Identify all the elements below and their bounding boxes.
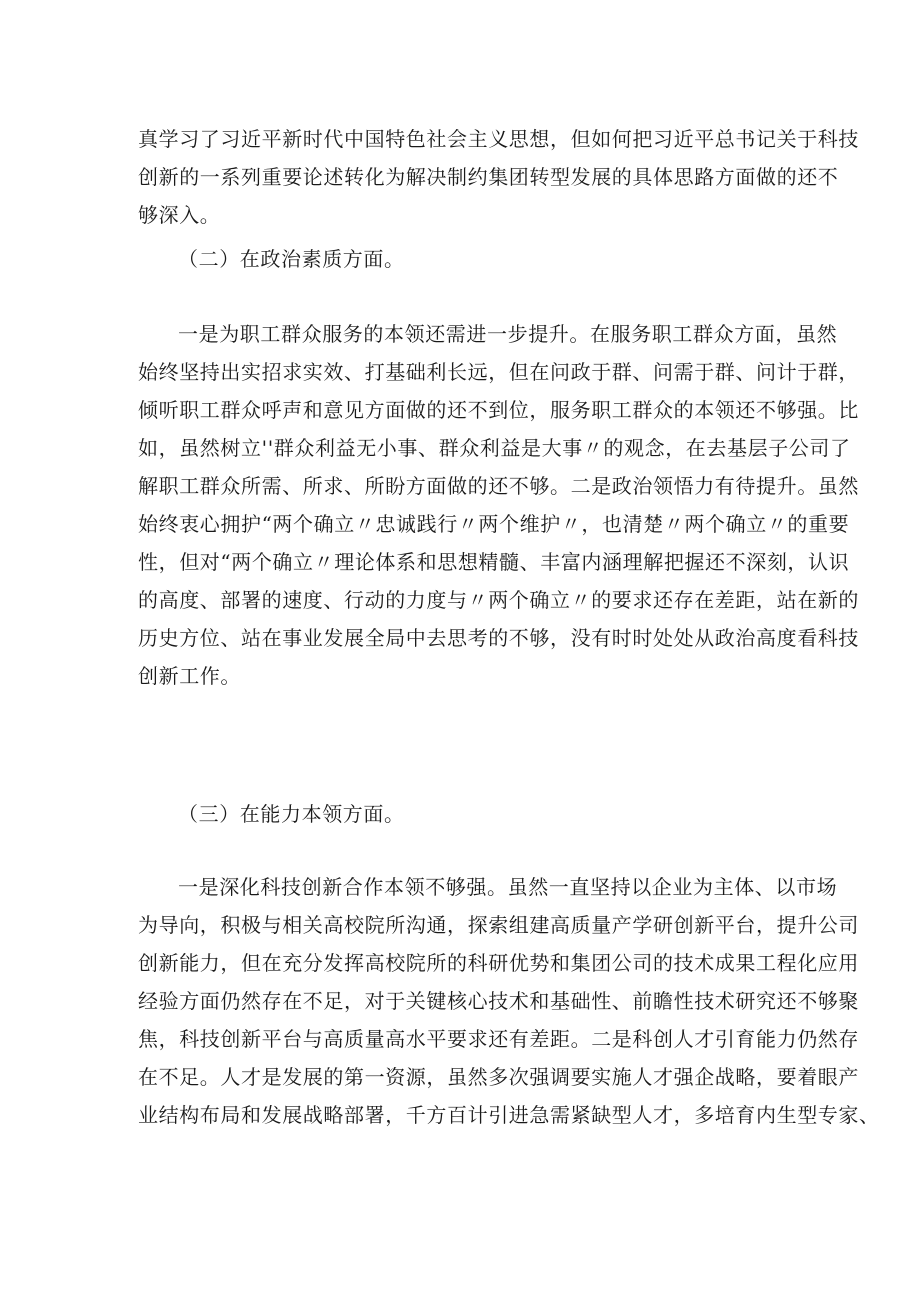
text-line: 创新工作。: [138, 664, 241, 688]
text-line: 经验方面仍然存在不足，对于关键核心技术和基础性、前瞻性技术研究还不够聚: [138, 989, 859, 1013]
section-heading: （二）在政治素质方面。: [178, 247, 405, 271]
text-line: 真学习了习近平新时代中国特色社会主义思想，但如何把习近平总书记关于科技: [138, 127, 859, 151]
text-line: 始终坚持出实招求实效、打基础利长远，但在问政于群、问需于群、问计于群，: [138, 360, 859, 384]
section-heading-ability: [138, 795, 792, 833]
text-line: 焦，科技创新平台与高质量高水平要求还有差距。二是科创人才引育能力仍然存: [138, 1027, 859, 1051]
text-line: 倾听职工群众呼声和意见方面做的还不到位，服务职工群众的本领还不够强。比: [138, 398, 859, 422]
text-line: 创新能力，但在充分发挥高校院所的科研优势和集团公司的技术成果工程化应用: [138, 951, 859, 975]
text-line: 一是深化科技创新合作本领不够强。虽然一直坚持以企业为主体、以市场: [178, 875, 838, 899]
text-line: 为导向，积极与相关高校院所沟通，探索组建高质量产学研创新平台，提升公司: [138, 913, 859, 937]
text-line: 一是为职工群众服务的本领还需进一步提升。在服务职工群众方面，虽然: [178, 322, 838, 346]
section-heading-political: [138, 240, 792, 278]
text-line: 解职工群众所需、所求、所盼方面做的还不够。二是政治领悟力有待提升。虽然: [138, 474, 859, 498]
text-line: 如，虽然树立''群众利益无小事、群众利益是大事〃的观念，在去基层子公司了: [138, 436, 851, 460]
text-line: 历史方位、站在事业发展全局中去思考的不够，没有时时处处从政治高度看科技: [138, 626, 859, 650]
text-line: 性，但对“两个确立〃理论体系和思想精髓、丰富内涵理解把握还不深刻，认识: [138, 550, 850, 574]
paragraph-political: [138, 315, 859, 695]
text-line: 够深入。: [138, 203, 221, 227]
text-line: 在不足。人才是发展的第一资源，虽然多次强调要实施人才强企战略，要着眼产: [138, 1065, 859, 1089]
paragraph-continued: [138, 120, 859, 234]
section-heading: （三）在能力本领方面。: [178, 802, 405, 826]
paragraph-ability: [138, 868, 880, 1134]
text-line: 的高度、部署的速度、行动的力度与〃两个确立〃的要求还存在差距，站在新的: [138, 588, 859, 612]
text-line: 创新的一系列重要论述转化为解决制约集团转型发展的具体思路方面做的还不: [138, 165, 839, 189]
text-line: 始终衷心拥护“两个确立〃忠诚践行〃两个维护〃，也清楚〃两个确立〃的重要: [138, 512, 850, 536]
text-line: 业结构布局和发展战略部署，千方百计引进急需紧缺型人才，多培育内生型专家、: [138, 1103, 880, 1127]
